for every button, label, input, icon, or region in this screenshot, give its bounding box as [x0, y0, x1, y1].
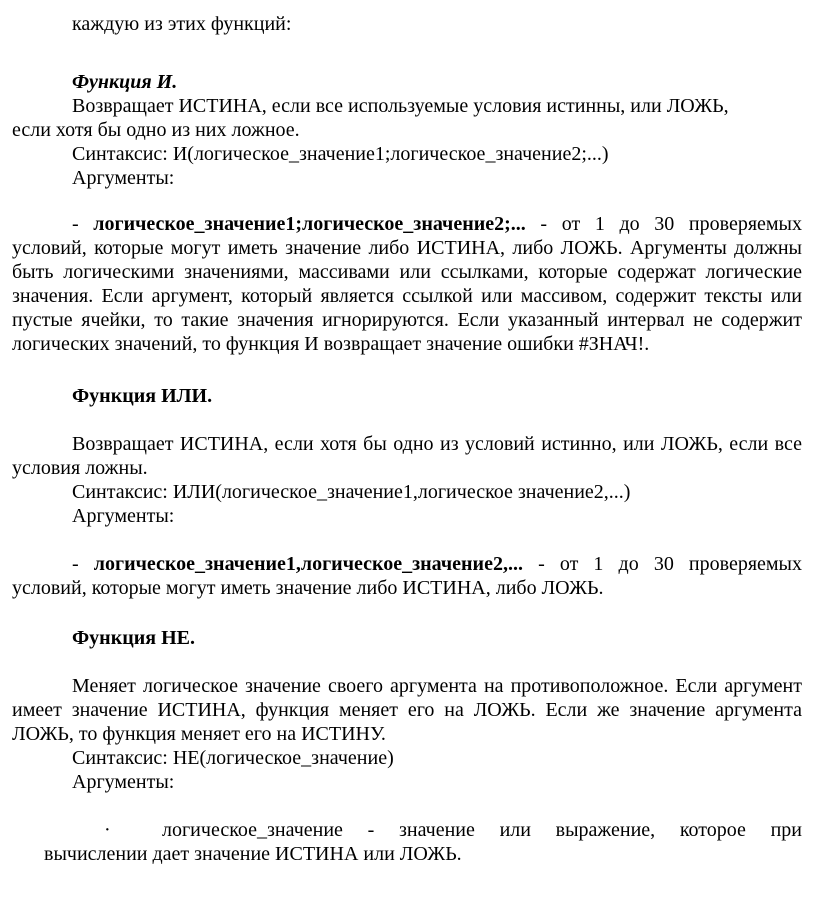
or-argument-paragraph — [12, 552, 802, 600]
and-arguments-label: Аргументы: — [72, 167, 175, 189]
heading-or-function: Функция ИЛИ. — [72, 385, 213, 407]
and-arg-dash: - — [72, 213, 94, 235]
and-arg-name: логическое_значение1;логическое_значение2;... — [93, 213, 526, 235]
bullet-dot-icon: · — [104, 819, 111, 841]
or-syntax: Синтаксис: ИЛИ(логическое_значение1,логическое значение2,...) — [72, 481, 631, 503]
not-description: Меняет логическое значение своего аргумента на противоположное. Если аргумент имеет значение ИСТИНА, функция меняет его на ЛОЖЬ. Если же значение аргумента ЛОЖЬ, то функция меняет его на ИСТИНУ. — [12, 675, 802, 745]
and-description-line2: если хотя бы одно из них ложное. — [12, 119, 300, 141]
and-description-line1: Возвращает ИСТИНА, если все используемые условия истинны, или ЛОЖЬ, — [72, 95, 729, 117]
or-arg-name: логическое_значение1,логическое_значение2,... — [93, 553, 523, 575]
not-argument-line2: вычислении дает значение ИСТИНА или ЛОЖЬ. — [44, 843, 462, 865]
not-arguments-label: Аргументы: — [72, 771, 175, 793]
or-arguments-label: Аргументы: — [72, 505, 175, 527]
not-syntax: Синтаксис: НЕ(логическое_значение) — [72, 747, 394, 769]
or-description: Возвращает ИСТИНА, если хотя бы одно из условий истинно, или ЛОЖЬ, если все условия ложны. — [12, 433, 802, 479]
and-arg-description: - от 1 до 30 проверяемых условий, которые могут иметь значение либо ИСТИНА, либо ЛОЖЬ. Аргументы должны быть логическими значениями, массивами или ссылками, которые содержат логические значения. Если аргумент, который является ссылкой или массивом, содержит тексты или пустые ячейки, то такие значения игнорируются. Если указанный интервал не содержит логических значений, то функция И возвращает значение ошибки #ЗНАЧ!. — [12, 213, 802, 355]
not-argument-line1: логическое_значение - значение или выражение, которое при — [162, 819, 802, 841]
and-syntax: Синтаксис: И(логическое_значение1;логическое_значение2;...) — [72, 143, 609, 165]
and-argument-paragraph — [12, 212, 802, 356]
heading-not-function: Функция НЕ. — [72, 627, 195, 649]
heading-and-function: Функция И. — [72, 71, 178, 93]
or-arg-dash: - — [72, 553, 94, 575]
intro-text: каждую из этих функций: — [72, 13, 292, 35]
or-arg-description: - от 1 до 30 проверяемых условий, которые могут иметь значение либо ИСТИНА, либо ЛОЖЬ. — [12, 553, 802, 599]
